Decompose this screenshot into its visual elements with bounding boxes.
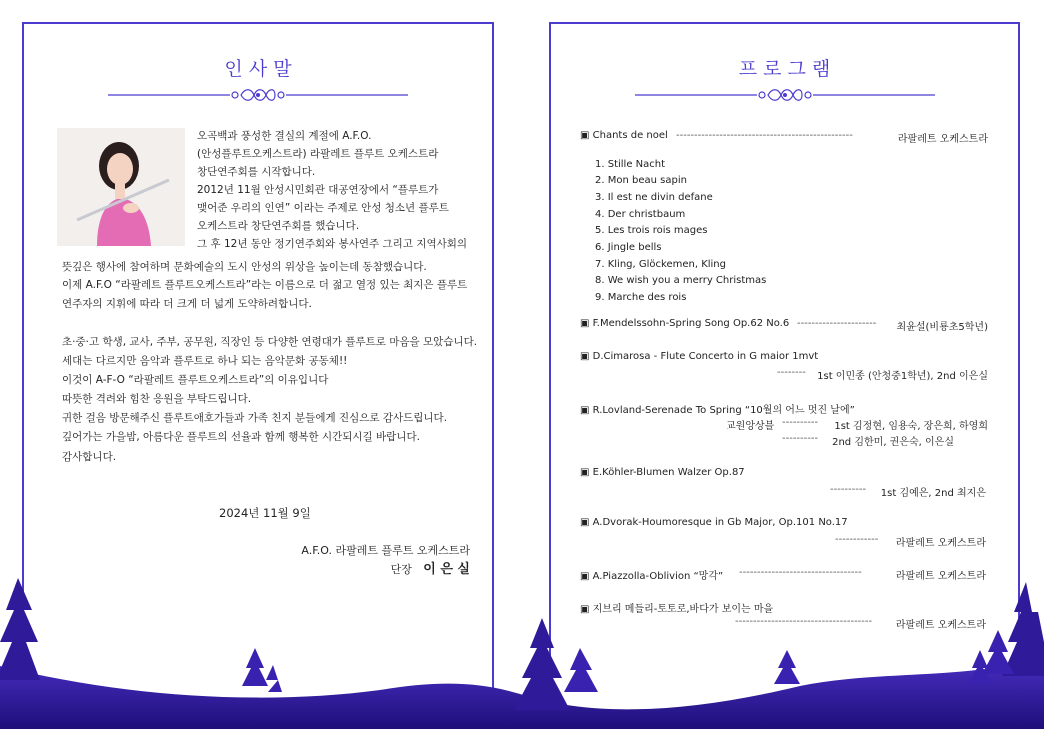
program-dashes: ---------- xyxy=(830,484,867,495)
greeting-line: 연주자의 지휘에 따라 더 크게 더 넓게 도약하려합니다. xyxy=(62,298,312,310)
program-performer: 라팔레트 오케스트라 xyxy=(897,134,988,145)
bullet-icon: ▣ xyxy=(580,571,590,582)
ornament-divider xyxy=(24,87,492,103)
program-item-title: ▣ F.Mendelssohn-Spring Song Op.62 No.6 xyxy=(580,318,790,329)
greeting-line: 감사합니다. xyxy=(62,451,117,463)
song-item: 5. Les trois rois mages xyxy=(595,225,708,236)
greeting-line: 2012년 11월 안성시민회관 대공연장에서 “플루트가 xyxy=(197,184,439,196)
program-group: 교원앙상블 xyxy=(726,421,775,432)
bullet-icon: ▣ xyxy=(580,405,590,416)
greeting-line: 그 후 12년 동안 정기연주회와 봉사연주 그리고 지역사회의 xyxy=(197,238,468,250)
greeting-line: 오곡백과 풍성한 결실의 계절에 A.F.O. xyxy=(197,130,372,142)
greeting-line: 이것이 A-F-O “라팔레트 플루트오케스트라”의 이유입니다 xyxy=(62,374,329,386)
ornament-divider xyxy=(551,87,1018,103)
greeting-line: 따뜻한 격려와 힘찬 응원을 부탁드립니다. xyxy=(62,393,252,405)
winter-trees-decoration xyxy=(0,570,1044,729)
bullet-icon: ▣ xyxy=(580,604,590,615)
bullet-icon: ▣ xyxy=(580,130,590,141)
greeting-line: 초·중·고 학생, 교사, 주부, 공무원, 직장인 등 다양한 연령대가 플루트로 마음을 모았습니다. xyxy=(62,336,478,348)
greeting-line: (안성플루트오케스트라) 라팔레트 플루트 오케스트라 xyxy=(197,148,439,160)
song-item: 9. Marche des rois xyxy=(595,292,687,303)
greeting-line: 맺어준 우리의 인연” 이라는 주제로 안성 청소년 플루트 xyxy=(197,202,449,214)
song-item: 6. Jingle bells xyxy=(595,242,662,253)
song-item: 2. Mon beau sapin xyxy=(595,175,687,186)
bullet-icon: ▣ xyxy=(580,351,590,362)
signature-name: 이 은 실 xyxy=(423,562,470,577)
program-performer: 라팔레트 오케스트라 xyxy=(895,620,986,631)
program-title: 프 로 그 램 xyxy=(738,58,831,80)
program-performer: 1st 김정현, 임용숙, 장은희, 하영희 xyxy=(834,421,988,432)
greeting-line: 귀한 걸음 방문해주신 플루트애호가들과 가족 친지 분들에게 진심으로 감사드립니다. xyxy=(62,412,448,424)
program-item-title: ▣ A.Dvorak-Houmoresque in Gb Major, Op.101 No.17 xyxy=(580,517,848,528)
program-dashes: ---------- xyxy=(782,433,819,444)
greeting-line: 이제 A.F.O “라팔레트 플루트오케스트라”라는 이름으로 더 젊고 열정 있는 최지은 플루트 xyxy=(62,279,468,291)
greeting-line: 세대는 다르지만 음악과 플루트로 하나 되는 음악문화 공동체!! xyxy=(62,355,348,367)
program-dashes: ---------------------------------- xyxy=(739,567,862,578)
program-performer: 최윤설(비룡초5학년) xyxy=(896,322,988,333)
program-item-title: ▣ D.Cimarosa - Flute Concerto in G maior 1mvt xyxy=(580,351,819,362)
program-performer: 1st 이민종 (안청중1학년), 2nd 이은실 xyxy=(817,371,988,382)
program-item-title: ▣ R.Lovland-Serenade To Spring “10월의 어느 멋진 날에” xyxy=(580,405,855,416)
greeting-line: 뜻깊은 행사에 참여하며 문화예술의 도시 안성의 위상을 높이는데 동참했습니다. xyxy=(62,261,427,273)
song-item: 7. Kling, Glöckemen, Kling xyxy=(595,259,726,270)
program-performer: 2nd 김한미, 권은숙, 이은실 xyxy=(832,437,954,448)
program-performer: 라팔레트 오케스트라 xyxy=(895,571,986,582)
song-item: 8. We wish you a merry Christmas xyxy=(595,275,767,286)
greeting-date: 2024년 11월 9일 xyxy=(219,506,311,520)
greeting-line: 깊어가는 가을밤, 아름다운 플루트의 선율과 함께 행복한 시간되시길 바랍니다. xyxy=(62,431,420,443)
program-dashes: ---------------------- xyxy=(797,318,877,329)
greeting-line: 오케스트라 창단연주회를 했습니다. xyxy=(197,220,360,232)
program-performer: 라팔레트 오케스트라 xyxy=(895,538,986,549)
bullet-icon: ▣ xyxy=(580,517,590,528)
signature-role: 단장 xyxy=(390,563,412,576)
program-dashes: -------------------------------------- xyxy=(735,616,873,627)
greeting-title: 인 사 말 xyxy=(224,58,292,80)
conductor-photo xyxy=(57,128,185,246)
greeting-line: 창단연주회를 시작합니다. xyxy=(197,166,316,178)
program-item-title: ▣ 지브리 메들리-토토로,바다가 보이는 마을 xyxy=(580,604,774,615)
signature-org: A.F.O. 라팔레트 플루트 오케스트라 xyxy=(301,544,470,557)
program-performer: 1st 김예은, 2nd 최지은 xyxy=(880,488,986,499)
song-item: 3. Il est ne divin defane xyxy=(595,192,713,203)
bullet-icon: ▣ xyxy=(580,467,590,478)
program-dashes: -------- xyxy=(777,367,806,378)
program-item-title: ▣ A.Piazzolla-Oblivion “망각” xyxy=(580,571,724,582)
program-dashes: ------------------------------------------------- xyxy=(676,130,853,141)
bullet-icon: ▣ xyxy=(580,318,590,329)
program-dashes: ---------- xyxy=(782,417,819,428)
song-item: 1. Stille Nacht xyxy=(595,159,666,170)
song-item: 4. Der christbaum xyxy=(595,209,686,220)
program-item-title: ▣ E.Köhler-Blumen Walzer Op.87 xyxy=(580,467,745,478)
program-dashes: ------------ xyxy=(835,534,879,545)
program-item-title: ▣ Chants de noel xyxy=(580,130,668,141)
